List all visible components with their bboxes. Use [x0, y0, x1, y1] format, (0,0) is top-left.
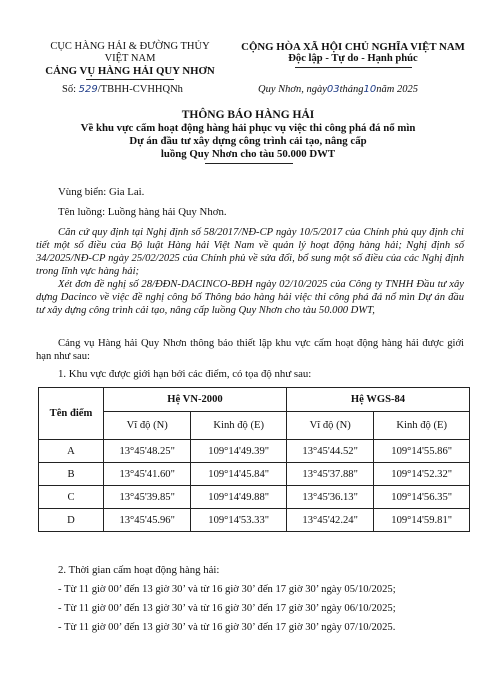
wgs-lon: 109°14'59.81"	[374, 509, 470, 532]
agency-underline	[86, 79, 174, 80]
wgs-lon-header: Kinh độ (E)	[374, 412, 470, 440]
date-month-label: tháng	[339, 84, 364, 95]
table-row	[39, 440, 470, 463]
title-underline	[205, 163, 293, 164]
point-label: B	[39, 463, 104, 486]
vn-lon-header: Kinh độ (E)	[191, 412, 287, 440]
coordinates-table	[38, 387, 470, 532]
agency-parent-line2: VIỆT NAM	[104, 53, 156, 64]
time-window-1: - Từ 11 giờ 00’ đến 13 giờ 30’ và từ 16 giờ 30’ đến 17 giờ 30’ ngày 05/10/2025;	[58, 584, 396, 595]
date-line	[258, 84, 418, 95]
notice-subject-line1: Về khu vực cấm hoạt động hàng hải phục vụ việc thi công phá đá nổ mìn	[80, 122, 416, 134]
item-2-heading: 2. Thời gian cấm hoạt động hàng hải:	[58, 564, 220, 576]
vn-lon: 109°14'45.84"	[191, 463, 287, 486]
notice-subject-line3: luồng Quy Nhơn cho tàu 50.000 DWT	[160, 148, 336, 160]
point-label: D	[39, 509, 104, 532]
vn2000-header: Hệ VN-2000	[104, 388, 287, 412]
time-window-2: - Từ 11 giờ 00’ đến 13 giờ 30’ và từ 16 giờ 30’ đến 17 giờ 30’ ngày 06/10/2025;	[58, 603, 396, 614]
number-handwritten: 529	[78, 84, 98, 95]
wgs84-header: Hệ WGS-84	[286, 388, 469, 412]
wgs-lon: 109°14'52.32"	[374, 463, 470, 486]
wgs-lat-header: Vĩ độ (N)	[286, 412, 373, 440]
document-number	[62, 84, 183, 95]
point-header: Tên điểm	[39, 388, 104, 440]
motto: Độc lập - Tự do - Hạnh phúc	[288, 53, 418, 64]
channel-name: Tên luồng: Luồng hàng hải Quy Nhơn.	[58, 206, 227, 218]
vn-lon: 109°14'49.39"	[191, 440, 287, 463]
notice-title: THÔNG BÁO HÀNG HẢI	[181, 109, 315, 121]
item-1-heading: 1. Khu vực được giới hạn bởi các điểm, có tọa độ như sau:	[58, 368, 312, 380]
table-row	[39, 486, 470, 509]
wgs-lat: 13°45'44.52"	[286, 440, 373, 463]
wgs-lon: 109°14'56.35"	[374, 486, 470, 509]
time-window-3: - Từ 11 giờ 00’ đến 13 giờ 30’ và từ 16 giờ 30’ đến 17 giờ 30’ ngày 07/10/2025.	[58, 622, 396, 633]
date-month: 10	[363, 84, 377, 95]
date-place: Quy Nhơn, ngày	[258, 84, 327, 95]
notice-statement: Cảng vụ Hàng hải Quy Nhơn thông báo thiết lập khu vực cấm hoạt động hàng hải được giới hạn như sau:	[36, 338, 464, 362]
vn-lon: 109°14'49.88"	[191, 486, 287, 509]
notice-subject-line2: Dự án đầu tư xây dựng công trình cải tạo, nâng cấp	[129, 135, 367, 147]
number-suffix: /TBHH-CVHHQNh	[97, 84, 183, 95]
wgs-lat: 13°45'36.13"	[286, 486, 373, 509]
vn-lat-header: Vĩ độ (N)	[104, 412, 191, 440]
point-label: A	[39, 440, 104, 463]
agency-name: CẢNG VỤ HÀNG HẢI QUY NHƠN	[45, 65, 215, 77]
agency-parent: CỤC HÀNG HẢI & ĐƯỜNG THỦY	[50, 41, 210, 52]
date-year: năm 2025	[376, 84, 418, 95]
wgs-lon: 109°14'55.86"	[374, 440, 470, 463]
legal-basis-2: Xét đơn đề nghị số 28/ĐĐN-DACINCO-BĐH ngày 02/10/2025 của Công ty TNHH Đầu tư xây dựng Dacinco về việc đề nghị công bố Thông báo hàng hải việc thi công phá đá nổ mìn Dự án đầu tư xây dựng công trình cải tạo, nâng cấp luồng Quy Nhơn cho tàu 50.000 DWT,	[36, 279, 464, 316]
country-name: CỘNG HÒA XÃ HỘI CHỦ NGHĨA VIỆT NAM	[241, 41, 465, 53]
legal-basis-1: Căn cứ quy định tại Nghị định số 58/2017/NĐ-CP ngày 10/5/2017 của Chính phủ quy định chi tiết một số điều của Bộ luật Hàng hải Việt Nam về quản lý hoạt động hàng hải; Nghị định số 34/2025/NĐ-CP ngày 25/02/2025 của Chính phủ về sửa đổi, bổ sung một số điều của các Nghị định trong lĩnh vực hàng hải;	[36, 227, 464, 277]
sea-region: Vùng biển: Gia Lai.	[58, 186, 145, 198]
vn-lat: 13°45'41.60"	[104, 463, 191, 486]
motto-underline	[295, 67, 412, 68]
wgs-lat: 13°45'42.24"	[286, 509, 373, 532]
date-day: 03	[326, 84, 340, 95]
point-label: C	[39, 486, 104, 509]
vn-lat: 13°45'45.96"	[104, 509, 191, 532]
vn-lon: 109°14'53.33"	[191, 509, 287, 532]
number-prefix: Số:	[62, 84, 77, 95]
wgs-lat: 13°45'37.88"	[286, 463, 373, 486]
table-row	[39, 463, 470, 486]
vn-lat: 13°45'48.25"	[104, 440, 191, 463]
vn-lat: 13°45'39.85"	[104, 486, 191, 509]
table-row	[39, 509, 470, 532]
